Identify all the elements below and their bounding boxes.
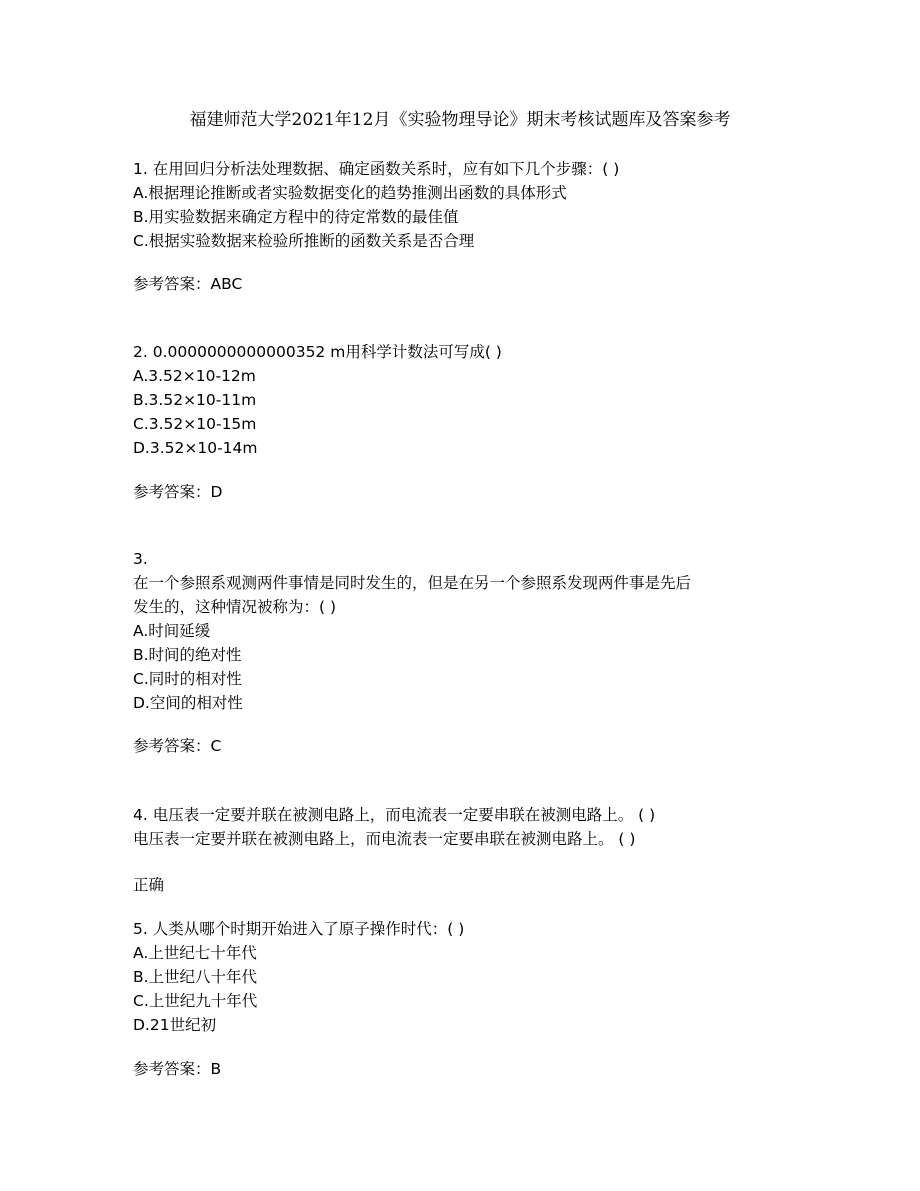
question-3-stem-line-1: 在一个参照系观测两件事情是同时发生的，但是在另一个参照系发现两件事是先后 xyxy=(133,574,692,592)
question-2-option-d: D.3.52×10-14m xyxy=(133,439,258,457)
question-5 xyxy=(133,917,813,1037)
question-1-stem: 1. 在用回归分析法处理数据、确定函数关系时，应有如下几个步骤：( ) xyxy=(133,160,620,178)
question-2 xyxy=(133,340,813,460)
question-3-number: 3. xyxy=(133,550,148,568)
question-1-option-b: B.用实验数据来确定方程中的待定常数的最佳值 xyxy=(133,208,459,226)
question-2-option-b: B.3.52×10-11m xyxy=(133,391,257,409)
question-3-option-d: D.空间的相对性 xyxy=(133,694,243,712)
question-4 xyxy=(133,803,813,851)
question-1 xyxy=(133,157,813,253)
document-title: 福建师范大学2021年12月《实验物理导论》期末考核试题库及答案参考 xyxy=(189,110,731,130)
question-1-answer: 参考答案：ABC xyxy=(133,275,243,293)
question-3-option-c: C.同时的相对性 xyxy=(133,670,242,688)
question-4-stem-repeat: 电压表一定要并联在被测电路上，而电流表一定要串联在被测电路上。 ( ) xyxy=(133,830,636,848)
question-4-answer: 正确 xyxy=(133,876,165,894)
question-3 xyxy=(133,547,813,715)
question-3-stem-line-2: 发生的，这种情况被称为：( ) xyxy=(133,598,337,616)
question-2-option-a: A.3.52×10-12m xyxy=(133,367,256,385)
question-3-option-a: A.时间延缓 xyxy=(133,622,211,640)
question-5-option-a: A.上世纪七十年代 xyxy=(133,944,257,962)
question-2-stem: 2. 0.0000000000000352 m用科学计数法可写成( ) xyxy=(133,343,502,361)
question-5-stem: 5. 人类从哪个时期开始进入了原子操作时代：( ) xyxy=(133,920,465,938)
question-3-option-b: B.时间的绝对性 xyxy=(133,646,242,664)
question-5-option-d: D.21世纪初 xyxy=(133,1016,217,1034)
question-3-answer: 参考答案：C xyxy=(133,737,222,755)
question-1-option-a: A.根据理论推断或者实验数据变化的趋势推测出函数的具体形式 xyxy=(133,184,567,202)
question-5-option-b: B.上世纪八十年代 xyxy=(133,968,258,986)
question-1-option-c: C.根据实验数据来检验所推断的函数关系是否合理 xyxy=(133,232,475,250)
question-4-stem: 4. 电压表一定要并联在被测电路上，而电流表一定要串联在被测电路上。 ( ) xyxy=(133,806,656,824)
question-5-answer: 参考答案：B xyxy=(133,1060,222,1078)
question-5-option-c: C.上世纪九十年代 xyxy=(133,992,258,1010)
question-2-option-c: C.3.52×10-15m xyxy=(133,415,257,433)
question-2-answer: 参考答案：D xyxy=(133,483,223,501)
